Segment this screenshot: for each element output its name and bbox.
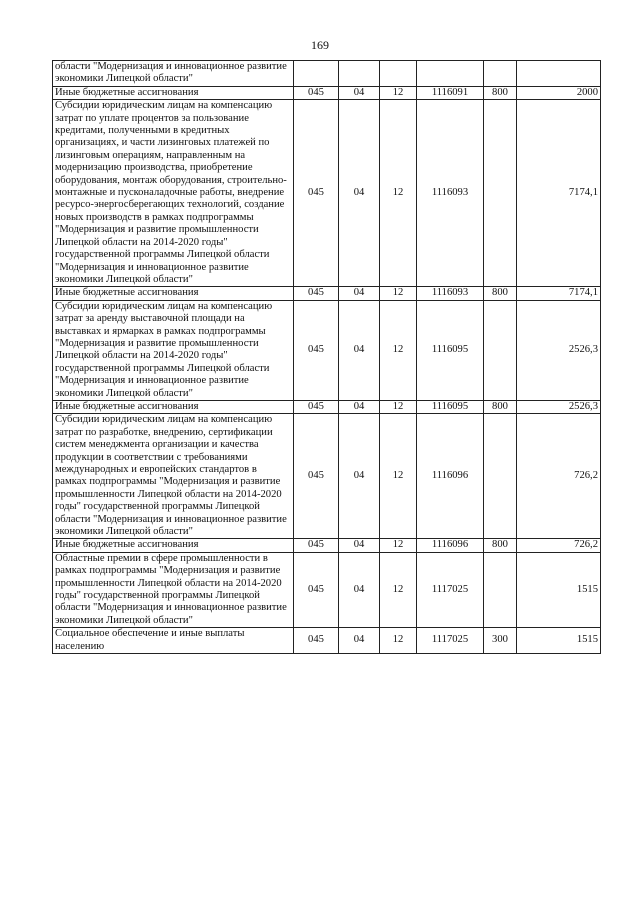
target-article-code: 1117025 (417, 628, 484, 654)
row-name: Социальное обеспечение и иные выплаты населению (53, 628, 294, 654)
amount: 2000 (517, 86, 601, 99)
amount: 726,2 (517, 539, 601, 552)
row-name: Субсидии юридическим лицам на компенсацию затрат за аренду выставочной площади на выставках и ярмарках в рамках подпрограммы "Модернизация и развитие промышленности Липецкой области на 2014-2020 годы" государственной программы Липецкой области "Модернизация и инновационное развитие экономики Липецкой области" (53, 300, 294, 400)
row-name: области "Модернизация и инновационное развитие экономики Липецкой области" (53, 61, 294, 87)
expense-type-code (484, 300, 517, 400)
ministry-code: 045 (294, 539, 339, 552)
row-name: Областные премии в сфере промышленности в рамках подпрограммы "Модернизация и развитие промышленности Липецкой области на 2014-2020 годы" государственной программы Липецкой области "Модернизация и инновационное развитие экономики Липецкой области" (53, 552, 294, 627)
subsection-code (380, 61, 417, 87)
ministry-code (294, 61, 339, 87)
subsection-code: 12 (380, 100, 417, 287)
section-code: 04 (339, 86, 380, 99)
subsection-code: 12 (380, 86, 417, 99)
page-number: 169 (311, 38, 329, 52)
table-row (53, 628, 601, 654)
ministry-code: 045 (294, 100, 339, 287)
target-article-code: 1116096 (417, 539, 484, 552)
amount: 7174,1 (517, 287, 601, 300)
section-code: 04 (339, 552, 380, 627)
ministry-code: 045 (294, 300, 339, 400)
expense-type-code: 800 (484, 287, 517, 300)
section-code: 04 (339, 400, 380, 413)
ministry-code: 045 (294, 628, 339, 654)
table-row (53, 552, 601, 627)
budget-table (52, 60, 601, 654)
amount: 726,2 (517, 414, 601, 539)
row-name: Субсидии юридическим лицам на компенсацию затрат по уплате процентов за пользование кредитами, полученными в кредитных организациях, и части лизинговых платежей по лизинговым операциям, направленным на модернизацию производства, приобретение оборудования, монтаж оборудования, строительно-монтажные и пусконаладочные работы, внедрение ресурсо-энергосберегающих технологий, создание новых производств в рамках подпрограммы "Модернизация и развитие промышленности Липецкой области на 2014-2020 годы" государственной программы Липецкой области "Модернизация и инновационное развитие экономики Липецкой области" (53, 100, 294, 287)
subsection-code: 12 (380, 287, 417, 300)
section-code: 04 (339, 300, 380, 400)
target-article-code: 1116096 (417, 414, 484, 539)
amount: 2526,3 (517, 400, 601, 413)
ministry-code: 045 (294, 400, 339, 413)
subsection-code: 12 (380, 539, 417, 552)
amount: 1515 (517, 552, 601, 627)
amount (517, 61, 601, 87)
expense-type-code: 800 (484, 539, 517, 552)
table-row (53, 539, 601, 552)
target-article-code: 1117025 (417, 552, 484, 627)
target-article-code: 1116095 (417, 300, 484, 400)
row-name: Субсидии юридическим лицам на компенсацию затрат по разработке, внедрению, сертификации систем менеджмента организации и качества продукции в соответствии с требованиями международных и европейских стандартов в рамках подпрограммы "Модернизация и развитие промышленности Липецкой области на 2014-2020 годы" государственной программы Липецкой области "Модернизация и инновационное развитие экономики Липецкой области" (53, 414, 294, 539)
subsection-code: 12 (380, 400, 417, 413)
ministry-code: 045 (294, 552, 339, 627)
expense-type-code (484, 552, 517, 627)
row-name: Иные бюджетные ассигнования (53, 86, 294, 99)
section-code: 04 (339, 100, 380, 287)
subsection-code: 12 (380, 552, 417, 627)
subsection-code: 12 (380, 300, 417, 400)
expense-type-code: 800 (484, 86, 517, 99)
table-row (53, 400, 601, 413)
table-row (53, 61, 601, 87)
subsection-code: 12 (380, 414, 417, 539)
section-code (339, 61, 380, 87)
subsection-code: 12 (380, 628, 417, 654)
expense-type-code: 800 (484, 400, 517, 413)
table-row (53, 287, 601, 300)
table-row (53, 86, 601, 99)
expense-type-code (484, 414, 517, 539)
ministry-code: 045 (294, 414, 339, 539)
row-name: Иные бюджетные ассигнования (53, 539, 294, 552)
target-article-code: 1116093 (417, 100, 484, 287)
ministry-code: 045 (294, 287, 339, 300)
target-article-code: 1116091 (417, 86, 484, 99)
amount: 7174,1 (517, 100, 601, 287)
amount: 1515 (517, 628, 601, 654)
expense-type-code (484, 100, 517, 287)
target-article-code: 1116095 (417, 400, 484, 413)
expense-type-code: 300 (484, 628, 517, 654)
section-code: 04 (339, 628, 380, 654)
table-row (53, 300, 601, 400)
table-row (53, 414, 601, 539)
section-code: 04 (339, 287, 380, 300)
section-code: 04 (339, 414, 380, 539)
amount: 2526,3 (517, 300, 601, 400)
target-article-code (417, 61, 484, 87)
target-article-code: 1116093 (417, 287, 484, 300)
section-code: 04 (339, 539, 380, 552)
expense-type-code (484, 61, 517, 87)
ministry-code: 045 (294, 86, 339, 99)
row-name: Иные бюджетные ассигнования (53, 287, 294, 300)
table-row (53, 100, 601, 287)
row-name: Иные бюджетные ассигнования (53, 400, 294, 413)
